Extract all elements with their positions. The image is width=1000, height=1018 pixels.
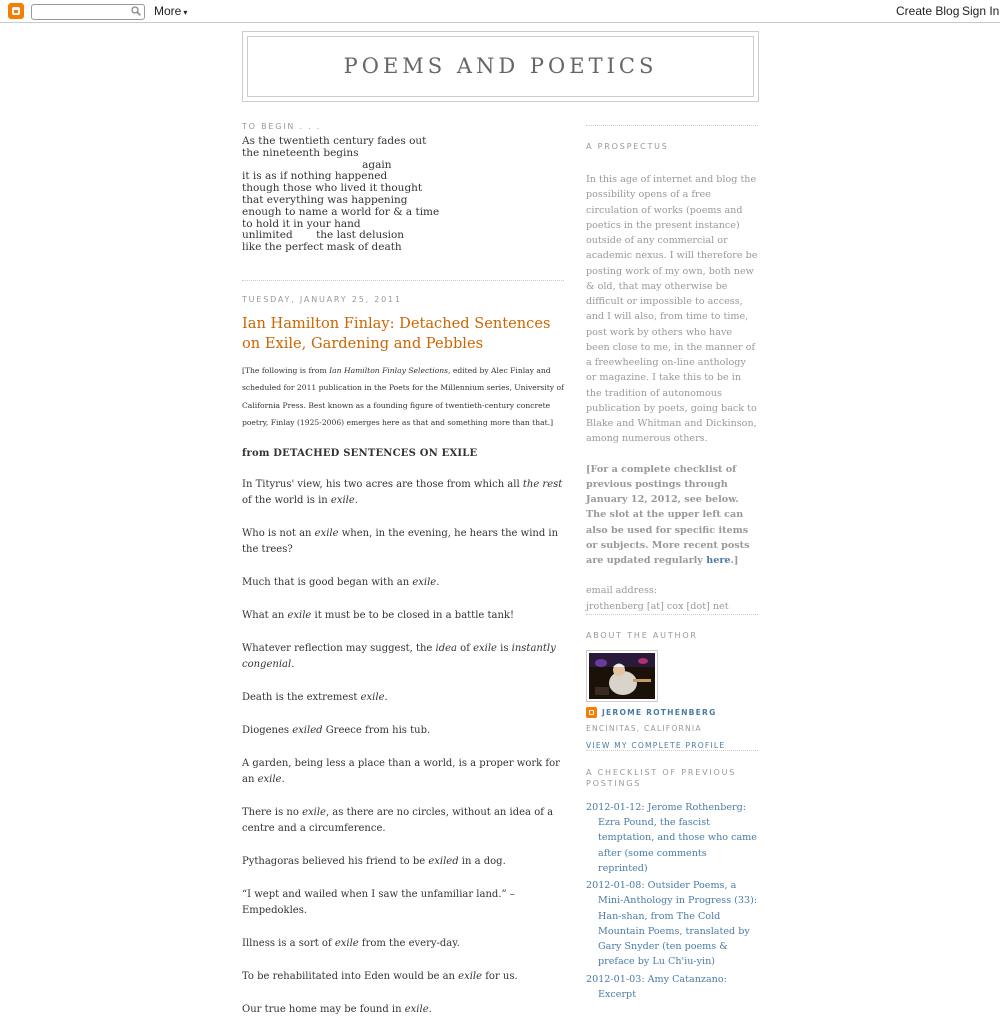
- checklist-heading: A CHECKLIST OF PREVIOUS POSTINGS: [586, 767, 737, 788]
- to-begin-poem: [242, 136, 564, 254]
- sentence-text: .: [428, 1003, 432, 1015]
- sentence-text: .: [436, 576, 440, 588]
- sentence-text: What an: [242, 609, 288, 621]
- sentence-paragraph: [242, 723, 564, 739]
- emphasis-text: instantly congenial: [242, 642, 556, 670]
- sentence-text: Death is the extremest: [242, 691, 361, 703]
- intro-text-end: , edited by Alec Finlay and scheduled for 2011 publication in the Poets for the Millennium series, University of California Press. Best known as a founding figure of twentieth-century concrete poetry, Finlay (1925-2006) emerges here as that and something more than that.]: [242, 365, 564, 428]
- poem-line: to hold it in your hand: [242, 217, 361, 230]
- view-profile-link[interactable]: VIEW MY COMPLETE PROFILE: [586, 740, 726, 750]
- checklist-note-end: .]: [730, 555, 739, 566]
- sentence-paragraph: [242, 805, 564, 837]
- sentence-text: Pythagoras believed his friend to be: [242, 855, 429, 867]
- sentence-text: in a dog.: [458, 855, 506, 867]
- blog-search-box: [31, 4, 145, 20]
- sentence-text: of: [457, 642, 474, 654]
- emphasis-text: exile: [257, 773, 282, 785]
- author-location: ENCINITAS, CALIFORNIA: [586, 723, 702, 733]
- create-blog-link[interactable]: Create Blog: [896, 4, 960, 18]
- emphasis-text: exile: [404, 1003, 429, 1015]
- email-value: jrothenberg [at] cox [dot] net: [586, 600, 729, 612]
- sentence-text: Who is not an: [242, 527, 315, 539]
- poem-line: it is as if nothing happened: [242, 170, 388, 183]
- section-heading: from DETACHED SENTENCES ON EXILE: [242, 447, 478, 459]
- sentence-paragraph: [242, 608, 564, 624]
- postings-list: [586, 800, 758, 1002]
- more-menu[interactable]: [154, 4, 187, 18]
- divider: [586, 750, 758, 751]
- poem-line: the nineteenth begins: [242, 146, 359, 159]
- intro-text: [The following is from: [242, 365, 330, 375]
- emphasis-text: exile: [314, 527, 339, 539]
- blogger-navbar: [0, 0, 1000, 23]
- search-input[interactable]: [32, 8, 130, 20]
- sentence-text: Much that is good began with an: [242, 576, 413, 588]
- email-block: [586, 583, 758, 614]
- emphasis-text: exile: [287, 609, 312, 621]
- poem-line: unlimited the last delusion: [242, 229, 405, 242]
- post-intro: [242, 362, 564, 432]
- sentence-paragraph: [242, 887, 564, 919]
- emphasis-text: exile: [330, 494, 355, 506]
- sentence-text: In Tityrus' view, his two acres are those from which all: [242, 478, 523, 490]
- more-label: More: [154, 4, 182, 18]
- blogger-profile-icon: [586, 707, 597, 718]
- blog-title[interactable]: POEMS AND POETICS: [247, 36, 754, 97]
- divider: [242, 280, 564, 281]
- sentence-text: Whatever reflection may suggest, the: [242, 642, 436, 654]
- sentence-text: Illness is a sort of: [242, 937, 335, 949]
- sentence-paragraph: [242, 969, 564, 985]
- main-column: [242, 122, 564, 1018]
- sentence-paragraph: [242, 641, 564, 673]
- author-photo: [589, 653, 655, 699]
- sentence-text: Greece from his tub.: [322, 724, 431, 736]
- sidebar: [586, 125, 758, 1004]
- sentence-list: [242, 477, 564, 1018]
- checklist-note: [586, 462, 758, 569]
- emphasis-text: exile: [360, 691, 385, 703]
- emphasis-text: exile: [412, 576, 437, 588]
- sentence-text: Our true home may be found in: [242, 1003, 405, 1015]
- sentence-text: .: [384, 691, 388, 703]
- poem-line: As the twentieth century fades out: [242, 135, 427, 147]
- emphasis-text: the rest: [522, 478, 563, 490]
- poem-line: though those who lived it thought: [242, 182, 423, 195]
- emphasis-text: exile: [458, 970, 483, 982]
- sentence-text: To be rehabilitated into Eden would be an: [242, 970, 459, 982]
- sentence-text: from the every-day.: [358, 937, 460, 949]
- sentence-text: “I wept and wailed when I saw the unfamiliar land.” – Empedokles.: [242, 888, 515, 916]
- sentence-paragraph: [242, 526, 564, 558]
- post-title[interactable]: Ian Hamilton Finlay: Detached Sentences on Exile, Gardening and Pebbles: [242, 314, 551, 352]
- sentence-paragraph: [242, 936, 564, 952]
- author-line: [586, 707, 758, 718]
- posting-link[interactable]: 2012-01-03: Amy Catanzano: Excerpt: [586, 973, 727, 1000]
- emphasis-text: idea: [435, 642, 457, 654]
- email-label: email address:: [586, 585, 658, 597]
- search-icon[interactable]: [131, 6, 141, 16]
- sentence-text: Diogenes: [242, 724, 293, 736]
- sign-in-link[interactable]: Sign In: [962, 4, 1000, 18]
- intro-book-title: Ian Hamilton Finlay Selections: [329, 365, 449, 375]
- emphasis-text: exile: [334, 937, 359, 949]
- sentence-paragraph: [242, 1002, 564, 1018]
- blogger-logo-icon[interactable]: [8, 3, 24, 19]
- sentence-paragraph: [242, 756, 564, 788]
- poem-line: again: [242, 158, 392, 171]
- sentence-text: for us.: [482, 970, 518, 982]
- prospectus-text: In this age of internet and blog the possibility opens of a free circulation of works (poems and poetics in the present instance) outside of any commercial or academic nexus. I will therefore be posting work of my own, both new & old, that may otherwise be difficult or impossible to access, and I will also, from time to time, post work by others who have been close to me, in the manner of a freewheeling on-line anthology or magazine. I take this to be in the tradition of autonomous publication by poets, going back to Blake and Whitman and Dickinson, among numerous others.: [586, 174, 758, 445]
- emphasis-text: exiled: [292, 724, 323, 736]
- poem-line: like the perfect mask of death: [242, 241, 402, 254]
- sentence-text: it must be to be closed in a battle tank!: [311, 609, 514, 621]
- prospectus-heading: A PROSPECTUS: [586, 142, 669, 151]
- sentence-text: .: [354, 494, 358, 506]
- recent-posts-link[interactable]: here: [706, 555, 731, 566]
- sentence-text: .: [291, 658, 295, 670]
- sentence-paragraph: [242, 575, 564, 591]
- sentence-paragraph: [242, 477, 564, 509]
- sentence-text: , as there are no circles, without an idea of a centre and a circumference.: [242, 806, 554, 834]
- sentence-text: of the world is in: [242, 494, 331, 506]
- sentence-paragraph: [242, 690, 564, 706]
- emphasis-text: exile: [473, 642, 497, 654]
- posting-link[interactable]: 2012-01-08: Outsider Poems, a Mini-Anthology in Progress (33): Han-shan, from The Cold Mountain Poems, translated by Gary Snyder (ten poems & preface by Lu Ch'iu-yin): [586, 880, 758, 968]
- about-heading: ABOUT THE AUTHOR: [586, 630, 698, 640]
- to-begin-heading: TO BEGIN . . .: [242, 122, 322, 131]
- emphasis-text: exile: [302, 806, 326, 818]
- poem-line: enough to name a world for & a time: [242, 205, 440, 218]
- sentence-text: There is no: [242, 806, 303, 818]
- post-date: TUESDAY, JANUARY 25, 2011: [242, 294, 402, 304]
- sentence-text: is: [496, 642, 512, 654]
- emphasis-text: exiled: [428, 855, 459, 867]
- sentence-text: .: [281, 773, 285, 785]
- posting-link[interactable]: 2012-01-12: Jerome Rothenberg: Ezra Pound, the fascist temptation, and those who came after (some comments reprinted): [586, 801, 757, 874]
- blog-header: [242, 31, 759, 102]
- sentence-text: A garden, being less a place than a world, is a proper work for an: [242, 757, 560, 785]
- sentence-text: when, in the evening, he hears the wind in the trees?: [242, 527, 559, 555]
- author-name-link[interactable]: JEROME ROTHENBERG: [602, 707, 717, 717]
- poem-line: that everything was happening: [242, 193, 408, 206]
- chevron-down-icon: ▾: [183, 8, 188, 17]
- checklist-note-text: [For a complete checklist of previous postings through January 12, 2012, see below. The slot at the upper left can also be used for specific items or subjects. More recent posts are updated regularly: [586, 463, 750, 566]
- divider: [586, 614, 758, 615]
- sentence-paragraph: [242, 854, 564, 870]
- divider: [586, 125, 758, 126]
- avatar[interactable]: [586, 650, 658, 702]
